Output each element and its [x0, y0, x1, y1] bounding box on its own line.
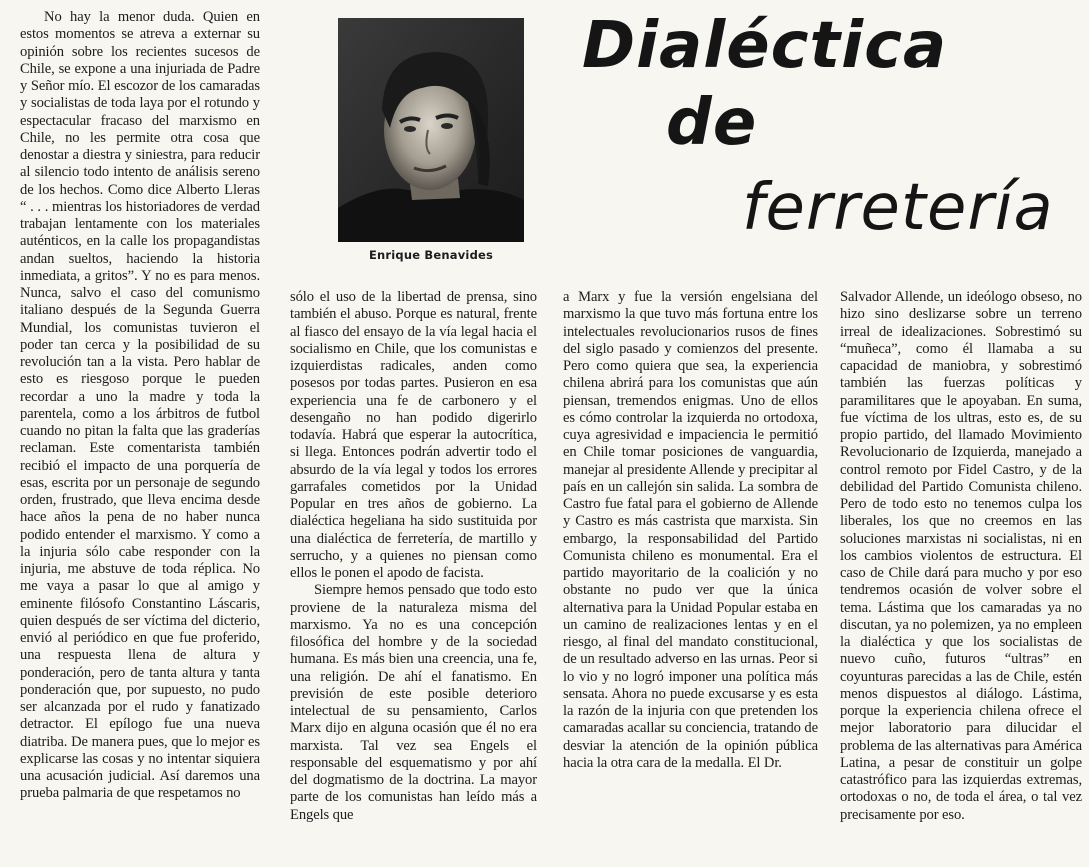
- headline-line-1: Dialéctica: [582, 9, 948, 83]
- paragraph: Siempre hemos pensado que todo esto proviene de la naturaleza misma del marxismo. Ya no es una concepción filosófica del hombre y de la sociedad humana. Es más bien una creencia, una fe, una religión. De ahí el fanatismo. En previsión de este posible deterioro intelectual de su pensamiento, Carlos Marx dijo en alguna ocasión que él no era marxista. Tal vez sea Engels el responsable del esquematismo y por ahí del dogmatismo de la doctrina. La mayor parte de los comunistas han leído más a Engels que: [290, 582, 537, 823]
- article-column-1: [20, 9, 260, 803]
- paragraph: sólo el uso de la libertad de prensa, sino también el abuso. Porque es natural, frente al fiasco del ensayo de la vía legal hacia el socialismo en Chile, que los comunistas e izquierdistas radicales, anden como posesos por todas partes. Pusieron en esa experiencia una fe de carbonero y el desengaño no han podido digerirlo todavía. Habrá que esperar la autocrítica, si llega. Entonces podrán advertir todo el absurdo de la vía legal y todos los errores garrafales cometidos por la Unidad Popular en tres años de gobierno. La dialéctica hegeliana ha sido sustituida por una dialéctica de ferretería, de martillo y serrucho, y a quienes no piensan como ellos le ponen el apodo de facista.: [290, 289, 537, 581]
- headline-line-2: de: [666, 86, 758, 160]
- photo-caption: Enrique Benavides: [368, 248, 494, 262]
- article-column-3: [563, 289, 818, 772]
- article-column-2: [290, 289, 537, 824]
- paragraph: Salvador Allende, un ideólogo obseso, no hizo sino deslizarse sobre un terreno irreal de idealizaciones. Sobrestimó su “muñeca”, como él llamaba a su capacidad de maniobra, y sobrestimó también las fuerzas políticas y paramilitares que le apoyaban. En suma, fue víctima de los ultras, esto es, de su propio partido, del llamado Movimiento Revolucionario de Izquierda, manejado a control remoto por Fidel Castro, y de la debilidad del Partido Comunista chileno. Pero de todo esto no tenemos culpa los liberales, los que no creemos en las soluciones marxistas ni socialistas, ni en los cambios violentos de estructura. El caso de Chile dará para mucho y por eso tendremos ocasión de volver sobre el tema. Lástima que los camaradas ya no discutan, ya no polemizen, ya no empleen la dialéctica y que los socialistas de nuevo cuño, futuros “ultras” en coyunturas parecidas a las de Chile, estén menos dispuestos al diálogo. Lástima, porque la experiencia chilena ofrece el mejor laboratorio para dilucidar el problema de las alternativas para América Latina, a pesar de constituir un golpe catastrófico para las izquierdas extremas, ortodoxas o no, de toda el área, o tal vez precisamente por eso.: [840, 289, 1082, 823]
- article-column-4: [840, 289, 1082, 824]
- author-photo: [338, 18, 524, 242]
- headline-line-3: ferretería: [742, 171, 1054, 245]
- paragraph: No hay la menor duda. Quien en estos momentos se atreva a externar su opinión sobre los recientes sucesos de Chile, se expone a una injuriada de Padre y Señor mío. El escozor de los camaradas y socialistas de toda laya por el rotundo y espectacular fracaso del marxismo en Chile, no les permite otra cosa que denostar a diestra y siniestra, para reducir al silencio todo intento de análisis sereno de los hechos. Como dice Alberto Lleras “ . . . mientras los historiadores de verdad trabajan lentamente con los materiales auténticos, en la calle los propagandistas andan sueltos, haciendo la historia inmediata, a gritos”. Y no es para menos. Nunca, salvo el caso del comunismo italiano después de la Segunda Guerra Mundial, los comunistas tuvieron el poder tan cerca y la posibilidad de su revolución tan a la vista. Pero hablar de esto es riesgoso porque le pueden recordar a uno la madre y toda la parentela, como a los árbitros de futbol cuando no pitan la falta que las graderías reclaman. Este comentarista también recibió el impacto de una porquería de esas, escrita por un personaje de segundo orden, frustrado, que lleva encima desde hace años la pena de no haber nunca podido entender el marxismo. Y como a la injuria sólo cabe responder con la injuria, me abstuve de toda réplica. No me vaya a pasar lo que al amigo y eminente filósofo Constantino Láscaris, quien después de ser víctima del dicterio, envió al periódico en que fue proferido, una respuesta llena de altura y ponderación, pero de tanta altura y tanta ponderación que, por supuesto, no pudo ser alcanzada por el rudo y fanatizado detractor. El epílogo fue una nueva diatriba. De manera pues, que lo mejor es explicarse las cosas y no intentar siquiera una acusación judicial. Así daremos una prueba palmaria de que respetamos no: [20, 9, 260, 802]
- paragraph: a Marx y fue la versión engelsiana del marxismo la que tuvo más fortuna entre los intelectuales revolucionarios rusos de fines del siglo pasado y comienzos del presente. Pero como quiera que sea, la experiencia chilena abrirá para los comunistas que aún piensan, tremendos enigmas. Uno de ellos es cómo controlar la izquierda no ortodoxa, cuya agresividad e impaciencia le permitió en Chile tomar posiciones de vanguardia, manejar al presidente Allende y precipitar al país en un callejón sin salida. La sombra de Castro fue fatal para el gobierno de Allende y Castro es más castrista que marxista. Sin embargo, la responsabilidad del Partido Comunista chileno es monumental. Era el partido mayoritario de la coalición y no obstante no pudo ver que la única alternativa para la Unidad Popular estaba en un camino de realizaciones lentas y en el riesgo, al final del mandato constitucional, de un resultado adverso en las urnas. Peor si lo vio y no logró imponer una política más sensata. Ahora no puede excusarse y es esta la razón de la injuria con que pretenden los camaradas acallar su conciencia, tratando de desviar la atención de la opinión pública hacia la otra cara de la medalla. El Dr.: [563, 289, 818, 771]
- author-portrait-image: [338, 18, 524, 242]
